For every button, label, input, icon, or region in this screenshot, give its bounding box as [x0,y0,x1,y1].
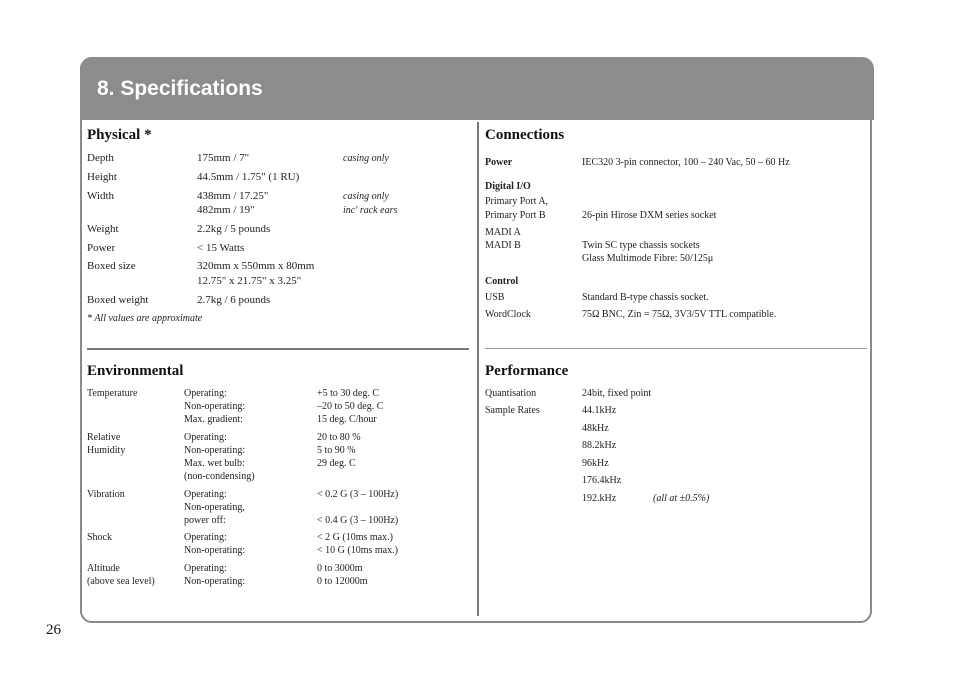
perf-sample-rate: 192.kHz [582,493,617,504]
conn-control-heading: Control [485,276,519,287]
physical-label: Boxed weight [87,294,149,306]
env-condition: Non-operating: [184,445,246,456]
env-value: < 0.4 G (3 – 100Hz) [317,515,399,526]
env-label-humidity: Humidity [87,445,126,456]
env-condition: Operating: [184,388,227,399]
column-divider [477,122,479,616]
env-value: < 2 G (10ms max.) [317,532,393,543]
physical-value: 12.75" x 21.75" x 3.25" [197,275,302,287]
physical-label: Depth [87,152,114,164]
conn-madi-value: Glass Multimode Fibre: 50/125μ [582,253,714,264]
env-condition: Non-operating: [184,576,246,587]
env-value: 15 deg. C/hour [317,414,377,425]
perf-sample-rate: 88.2kHz [582,440,617,451]
env-condition: Operating: [184,532,227,543]
env-value: < 10 G (10ms max.) [317,545,398,556]
conn-digital-io-heading: Digital I/O [485,181,531,192]
env-condition: Max. gradient: [184,414,243,425]
physical-value: 44.5mm / 1.75" (1 RU) [197,171,300,183]
section-header [80,57,874,120]
perf-rate-note: (all at ±0.5%) [653,493,710,504]
env-condition: Operating: [184,563,227,574]
page-title: 8. Specifications [97,77,263,100]
conn-port-value: 26-pin Hirose DXM series socket [582,210,717,221]
env-value: 5 to 90 % [317,445,356,456]
env-label-vibration: Vibration [87,489,125,500]
physical-title: Physical * [87,127,152,143]
physical-note: inc' rack ears [343,205,398,216]
env-value: 0 to 3000m [317,563,363,574]
env-label-temperature: Temperature [87,388,138,399]
env-condition: (non-condensing) [184,471,255,482]
physical-label: Weight [87,223,119,235]
conn-madi-a-label: MADI A [485,227,521,238]
env-label-altitude: (above sea level) [87,576,155,587]
physical-value: 2.2kg / 5 pounds [197,223,271,235]
conn-usb-label: USB [485,292,505,303]
env-condition: Max. wet bulb: [184,458,245,469]
physical-value: 175mm / 7" [197,152,250,164]
page-number: 26 [46,622,61,638]
conn-power-label: Power [485,157,513,168]
conn-wordclock-value: 75Ω BNC, Zin = 75Ω, 3V3/5V TTL compatible. [582,309,777,320]
env-condition: Operating: [184,432,227,443]
perf-sample-rate: 44.1kHz [582,405,617,416]
physical-label: Width [87,190,115,202]
perf-sample-rate: 96kHz [582,458,609,469]
env-label-altitude: Altitude [87,563,120,574]
perf-sample-rates-label: Sample Rates [485,405,540,416]
physical-value: 482mm / 19" [197,204,255,216]
physical-label: Boxed size [87,260,136,272]
connections-divider [485,348,867,349]
conn-madi-b-label: MADI B [485,240,521,251]
env-condition: Non-operating, [184,502,245,513]
physical-divider [87,348,469,350]
perf-quantisation-label: Quantisation [485,388,537,399]
env-label-shock: Shock [87,532,112,543]
conn-power-value: IEC320 3-pin connector, 100 – 240 Vac, 50 – 60 Hz [582,157,790,168]
physical-value: 2.7kg / 6 pounds [197,294,271,306]
env-value: +5 to 30 deg. C [317,388,380,399]
physical-note: casing only [343,153,389,164]
conn-wordclock-label: WordClock [485,309,531,320]
env-value: < 0.2 G (3 – 100Hz) [317,489,399,500]
performance-title: Performance [485,363,569,379]
conn-port-b-label: Primary Port B [485,210,546,221]
conn-port-a-label: Primary Port A, [485,196,549,207]
physical-footnote: * All values are approximate [87,313,203,324]
physical-value: 320mm x 550mm x 80mm [197,260,315,272]
perf-sample-rate: 48kHz [582,423,609,434]
env-condition: power off: [184,515,226,526]
env-label-humidity: Relative [87,432,121,443]
physical-note: casing only [343,191,389,202]
env-condition: Non-operating: [184,401,246,412]
conn-madi-value: Twin SC type chassis sockets [582,240,700,251]
physical-value: 438mm / 17.25" [197,190,269,202]
physical-value: < 15 Watts [197,242,245,254]
environmental-title: Environmental [87,363,184,379]
env-condition: Non-operating: [184,545,246,556]
env-value: –20 to 50 deg. C [317,401,384,412]
env-value: 20 to 80 % [317,432,361,443]
perf-quantisation-value: 24bit, fixed point [582,388,652,399]
physical-label: Height [87,171,117,183]
physical-label: Power [87,242,116,254]
env-value: 29 deg. C [317,458,356,469]
conn-usb-value: Standard B-type chassis socket. [582,292,709,303]
perf-sample-rate: 176.4kHz [582,475,622,486]
connections-title: Connections [485,127,565,143]
env-condition: Operating: [184,489,227,500]
env-value: 0 to 12000m [317,576,368,587]
